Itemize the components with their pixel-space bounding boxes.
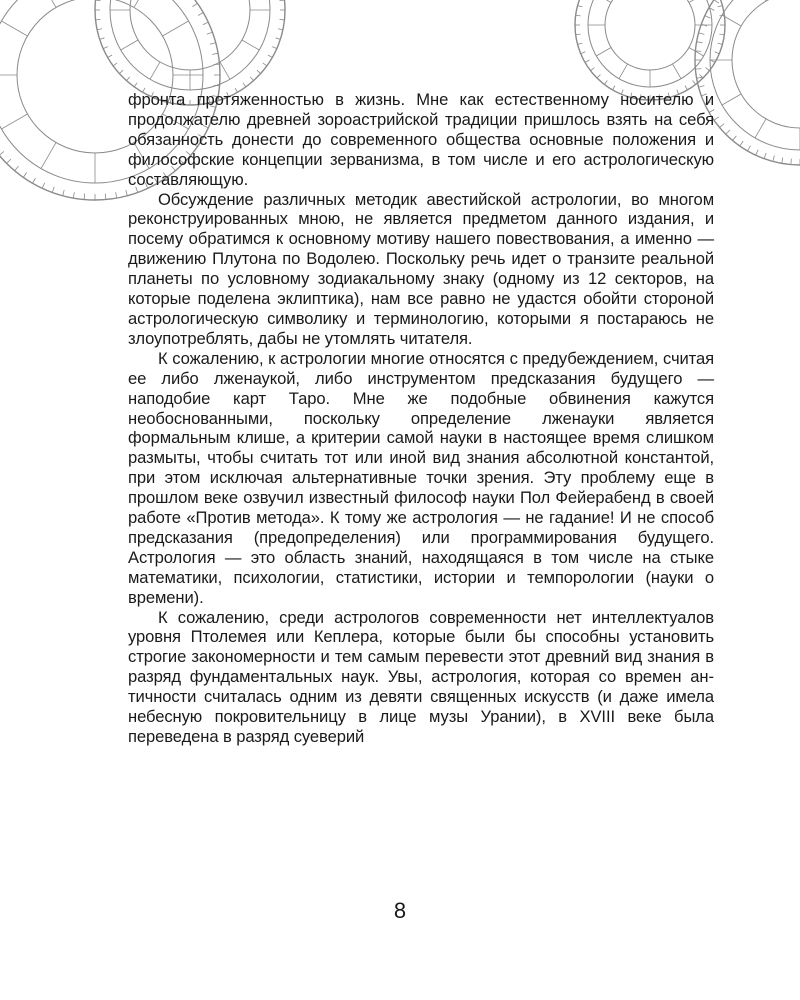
decor-tick <box>203 22 208 25</box>
decor-ring <box>130 0 250 70</box>
decor-spoke <box>220 62 230 79</box>
decor-tick <box>693 81 696 85</box>
decor-spoke <box>41 0 56 7</box>
decor-spoke <box>163 21 189 36</box>
decor-tick <box>764 153 766 159</box>
decor-tick <box>278 29 283 30</box>
decor-tick <box>33 178 36 183</box>
decor-tick <box>103 47 108 49</box>
decor-tick <box>250 77 253 81</box>
decor-tick <box>108 55 112 58</box>
decor-spoke <box>134 0 149 7</box>
decor-tick <box>192 3 197 6</box>
decor-spoke <box>722 94 741 105</box>
decor-spoke <box>722 15 741 26</box>
decor-tick <box>116 192 117 198</box>
decor-tick <box>705 16 710 19</box>
decor-ring <box>588 0 712 87</box>
decor-tick <box>714 0 719 3</box>
decor-ring <box>575 0 725 100</box>
decor-tick <box>113 63 117 66</box>
decor-tick <box>718 6 723 7</box>
decor-spoke <box>596 48 611 57</box>
decor-tick <box>699 33 705 35</box>
decor-tick <box>715 52 720 54</box>
decor-tick <box>578 43 583 44</box>
decor-tick <box>280 19 285 20</box>
decor-spoke <box>1 21 27 36</box>
decor-tick <box>119 70 123 73</box>
decor-spoke <box>619 64 628 79</box>
decor-tick <box>719 15 724 16</box>
decor-tick <box>706 68 710 71</box>
decor-tick <box>243 83 246 87</box>
decor-tick <box>791 159 792 165</box>
decor-tick <box>711 60 715 63</box>
decor-spoke <box>755 119 766 138</box>
decor-spoke <box>150 62 160 79</box>
decor-tick <box>773 156 775 162</box>
decor-tick <box>756 150 759 155</box>
decor-tick <box>748 146 751 151</box>
decor-tick <box>585 60 589 63</box>
decor-tick <box>96 0 101 1</box>
paragraph-1: фронта протяженностью в жизнь. Мне как естественному носителю и продолжателю древней зороастрийской традиции пришлось взять на себя обязанность донести до современного общества основные положения и философские концепции зерванизма, в том числе и его астрологическую составляющую. <box>128 90 714 189</box>
decor-tick <box>578 6 583 7</box>
decor-tick <box>709 8 714 11</box>
decor-tick <box>576 15 581 16</box>
decor-tick <box>263 63 267 66</box>
decor-tick <box>280 0 285 1</box>
paragraph-4: К сожалению, среди астрологов современности нет интеллектуалов уровня Птолемея или Кеплера, которые были бы способны установить строгие закономерности и тем самым перевести этот древний вид знания в разряд фундаментальных наук. Увы, астрология, которая со времен античности считалась одним из девяти священных искусств (и даже имела небесную покровительницу в лице музы Урании), в XVIII веке была переведена в разряд суеверий <box>128 607 714 746</box>
decor-tick <box>272 47 277 49</box>
decor-spoke <box>596 0 611 3</box>
decor-ring <box>732 0 800 128</box>
decor-tick <box>581 52 586 54</box>
decor-tick <box>719 34 724 35</box>
decor-spoke <box>121 40 138 50</box>
decor-tick <box>198 13 203 16</box>
decor-tick <box>699 74 703 78</box>
decor-tick <box>726 130 730 134</box>
decor-tick <box>0 151 4 155</box>
decor-tick <box>718 43 723 44</box>
decor-tick <box>697 77 703 78</box>
decor-spoke <box>689 0 704 3</box>
decor-tick <box>268 55 272 58</box>
decor-tick <box>63 190 65 196</box>
decor-tick <box>84 194 85 200</box>
decor-ring <box>710 0 800 150</box>
decor-tick <box>214 85 220 86</box>
decor-tick <box>96 19 101 20</box>
decor-tick <box>257 70 261 73</box>
decor-tick <box>590 68 594 71</box>
decor-spoke <box>41 143 56 169</box>
decor-tick <box>207 32 213 34</box>
decor-spoke <box>1 114 27 129</box>
decor-tick <box>276 38 281 40</box>
decor-tick <box>695 51 701 52</box>
decor-spoke <box>673 64 682 79</box>
decor-ring <box>605 0 695 70</box>
decor-tick <box>105 194 106 200</box>
decor-tick <box>73 192 74 198</box>
decor-tick <box>100 38 105 40</box>
page-number: 8 <box>393 898 407 923</box>
decor-tick <box>733 136 737 141</box>
decor-tick <box>15 166 19 171</box>
paragraph-2: Обсуждение различных методик авестийской астрологии, во многом реконструированных мною, не является предметом данного издания, и посему обратимся к основному мотиву нашего повествования, а именно — движению Плутона по Водолею. Поскольку речь идет о транзите реальной планеты по условному зодиакальному знаку (одному из 12 секторов, на которые поделена эклиптика), нам все равно не удастся обойти стороной астрологическую символику и терминологию, которыми я постараюсь не злоупотреблять, дабы не утомлять читателя. <box>128 189 714 348</box>
decor-spoke <box>242 40 259 50</box>
decor-ring <box>110 0 270 90</box>
decor-tick <box>695 69 701 70</box>
decor-tick <box>597 74 601 78</box>
decor-tick <box>714 117 719 120</box>
paragraph-3: К сожалению, к астрологии многие относятся с предубеждением, считая ее либо лженаукой, либо инструментом предсказания будущего — наподобие карт Таро. Мне же подобные обвинения кажутся необоснованными, поскольку определение лженауки является формальным клише, а критерии самой науки в настоящее время слишком размыты, чтобы считать тот или иной вид знания абсолютной константой, при этом исключая альтернативные точки зрения. Эту проблему еще в прошлом веке озвучил известный философ науки Пол Фейерабенд в своей работе «Против метода». К тому же астрология — не гадание! И не способ предсказания (предопределения) или программирования будущего. Астрология — это область знаний, находящаяся в том числе на стыке математики, психологии, статистики, истории и темпорологии (науки о времени). <box>128 348 714 607</box>
decor-tick <box>697 42 703 43</box>
decor-tick <box>52 187 54 193</box>
decor-tick <box>97 29 102 30</box>
decor-tick <box>720 124 725 128</box>
decor-tick <box>134 83 137 87</box>
decor-spoke <box>755 0 766 1</box>
body-text <box>128 90 714 747</box>
decor-tick <box>126 77 129 81</box>
decor-tick <box>604 81 607 85</box>
decor-spoke <box>689 48 704 57</box>
decor-tick <box>7 159 11 163</box>
decor-tick <box>23 172 26 177</box>
decor-tick <box>740 141 743 146</box>
decor-tick <box>699 86 705 88</box>
decor-tick <box>782 157 783 163</box>
decor-tick <box>42 183 45 188</box>
decor-tick <box>214 64 220 65</box>
decor-tick <box>212 53 218 54</box>
decor-tick <box>576 34 581 35</box>
decor-tick <box>210 43 216 45</box>
decor-tick <box>701 24 707 26</box>
